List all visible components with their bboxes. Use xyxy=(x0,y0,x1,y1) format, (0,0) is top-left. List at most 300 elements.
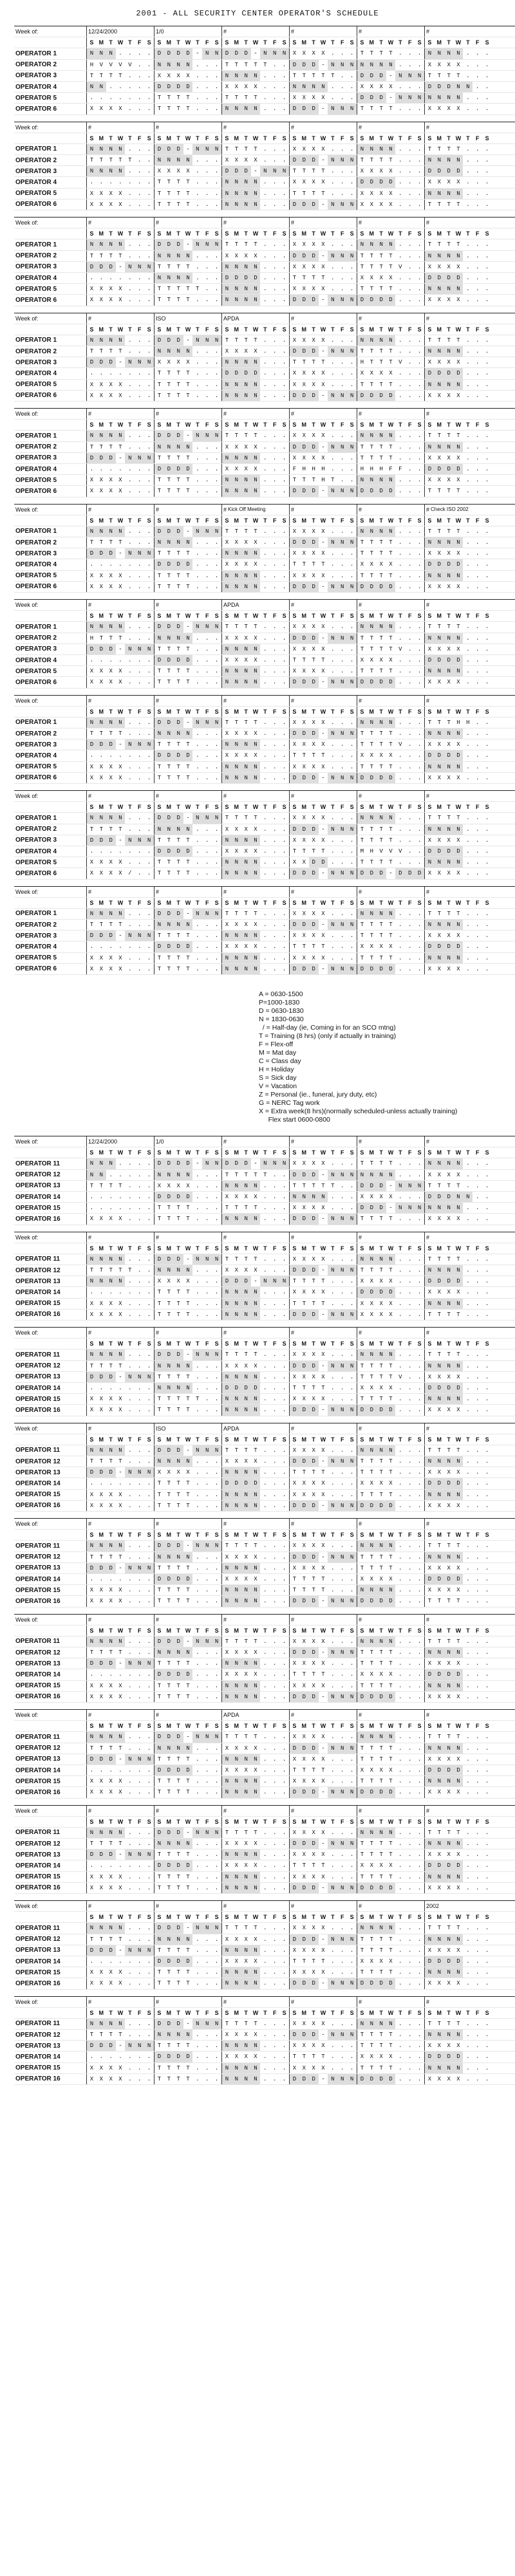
shift-cell[interactable]: D xyxy=(290,60,299,70)
shift-cell[interactable]: . xyxy=(196,1182,200,1189)
shift-cell[interactable]: N xyxy=(164,633,174,644)
shift-cell[interactable]: . xyxy=(485,679,489,686)
shift-cell[interactable]: X xyxy=(292,910,297,917)
shift-cell[interactable]: D xyxy=(164,239,174,250)
shift-cell[interactable]: T xyxy=(321,1278,325,1285)
shift-cell[interactable]: T xyxy=(370,550,373,557)
shift-cell[interactable]: . xyxy=(273,1384,277,1391)
shift-cell[interactable]: N xyxy=(357,60,367,70)
shift-cell[interactable]: . xyxy=(128,286,132,293)
shift-cell[interactable]: . xyxy=(398,50,402,57)
shift-cell[interactable]: . xyxy=(417,763,422,770)
shift-cell[interactable]: - xyxy=(321,679,325,686)
shift-cell[interactable]: X xyxy=(254,730,258,737)
shift-cell[interactable]: N xyxy=(270,166,279,176)
shift-cell[interactable]: T xyxy=(302,477,306,484)
shift-cell[interactable]: . xyxy=(282,359,286,366)
shift-cell[interactable]: X xyxy=(302,645,306,653)
shift-cell[interactable]: . xyxy=(147,286,151,293)
shift-cell[interactable]: T xyxy=(427,201,432,208)
shift-cell[interactable]: N xyxy=(212,335,221,346)
shift-cell[interactable]: . xyxy=(485,1267,489,1274)
shift-cell[interactable]: . xyxy=(282,539,286,546)
shift-cell[interactable]: . xyxy=(331,656,335,663)
shift-cell[interactable]: D xyxy=(106,548,116,559)
shift-cell[interactable]: T xyxy=(89,348,94,355)
shift-cell[interactable]: T xyxy=(99,826,103,833)
shift-cell[interactable]: N xyxy=(125,739,135,750)
shift-cell[interactable]: . xyxy=(350,263,354,270)
shift-cell[interactable]: N xyxy=(212,622,221,632)
shift-cell[interactable]: N xyxy=(106,1349,116,1360)
shift-cell[interactable]: . xyxy=(398,910,402,917)
shift-cell[interactable]: T xyxy=(128,1267,132,1274)
shift-cell[interactable]: . xyxy=(282,572,286,579)
shift-cell[interactable]: . xyxy=(128,179,132,186)
shift-cell[interactable]: . xyxy=(214,583,219,590)
shift-cell[interactable]: X xyxy=(312,719,315,726)
shift-cell[interactable]: D xyxy=(425,1192,435,1202)
shift-cell[interactable]: X xyxy=(254,943,258,950)
shift-cell[interactable]: N xyxy=(164,251,174,261)
shift-cell[interactable]: . xyxy=(196,1193,200,1200)
shift-cell[interactable]: D xyxy=(377,71,386,81)
shift-cell[interactable]: . xyxy=(263,286,267,293)
shift-cell[interactable]: . xyxy=(466,1289,470,1296)
shift-cell[interactable]: . xyxy=(214,1278,219,1285)
shift-cell[interactable]: N xyxy=(192,1349,202,1360)
shift-cell[interactable]: . xyxy=(476,348,480,355)
shift-cell[interactable]: X xyxy=(109,392,113,399)
shift-cell[interactable]: . xyxy=(408,774,412,781)
shift-cell[interactable]: D xyxy=(309,1361,319,1371)
shift-cell[interactable]: X xyxy=(302,241,306,248)
shift-cell[interactable]: . xyxy=(196,106,200,113)
shift-cell[interactable]: D xyxy=(299,582,309,592)
shift-cell[interactable]: N xyxy=(435,155,444,165)
shift-cell[interactable]: X xyxy=(292,624,297,631)
shift-cell[interactable]: . xyxy=(147,1193,151,1200)
shift-cell[interactable]: N xyxy=(106,335,116,346)
shift-cell[interactable]: N xyxy=(212,144,221,154)
shift-cell[interactable]: . xyxy=(128,106,132,113)
shift-cell[interactable]: N xyxy=(328,1456,337,1467)
shift-cell[interactable]: D xyxy=(425,1276,435,1286)
shift-cell[interactable]: . xyxy=(476,656,480,663)
shift-cell[interactable]: N xyxy=(405,1203,415,1213)
shift-cell[interactable]: . xyxy=(466,263,470,270)
shift-cell[interactable]: X xyxy=(244,1458,248,1465)
shift-cell[interactable]: N xyxy=(337,964,347,974)
shift-cell[interactable]: X xyxy=(379,168,383,175)
shift-cell[interactable]: N xyxy=(347,1456,357,1467)
shift-cell[interactable]: T xyxy=(389,550,393,557)
shift-cell[interactable]: . xyxy=(263,539,267,546)
shift-cell[interactable]: D xyxy=(183,464,193,474)
shift-cell[interactable]: T xyxy=(456,72,460,79)
shift-cell[interactable]: T xyxy=(312,190,315,197)
shift-cell[interactable]: . xyxy=(147,106,151,113)
shift-cell[interactable]: T xyxy=(186,1311,190,1318)
shift-cell[interactable]: . xyxy=(273,859,277,866)
shift-cell[interactable]: N xyxy=(454,93,464,103)
shift-cell[interactable]: N xyxy=(435,857,444,867)
shift-cell[interactable]: . xyxy=(350,954,354,961)
shift-cell[interactable]: T xyxy=(302,1469,306,1476)
shift-cell[interactable]: . xyxy=(205,370,209,377)
shift-cell[interactable]: D xyxy=(309,295,319,305)
shift-cell[interactable]: . xyxy=(282,381,286,388)
shift-cell[interactable]: . xyxy=(138,1160,142,1167)
shift-cell[interactable]: T xyxy=(254,61,258,68)
shift-cell[interactable]: . xyxy=(398,106,402,113)
shift-cell[interactable]: . xyxy=(282,241,286,248)
shift-cell[interactable]: . xyxy=(214,454,219,461)
shift-cell[interactable]: N xyxy=(270,1276,279,1286)
shift-cell[interactable]: . xyxy=(282,443,286,450)
shift-cell[interactable]: D xyxy=(87,739,97,750)
shift-cell[interactable]: . xyxy=(214,297,219,304)
shift-cell[interactable]: T xyxy=(370,859,373,866)
shift-cell[interactable]: T xyxy=(99,1267,103,1274)
shift-cell[interactable]: T xyxy=(176,1311,180,1318)
shift-cell[interactable]: . xyxy=(214,965,219,972)
shift-cell[interactable]: . xyxy=(282,465,286,472)
shift-cell[interactable]: . xyxy=(476,190,480,197)
shift-cell[interactable]: X xyxy=(437,774,441,781)
shift-cell[interactable]: X xyxy=(302,910,306,917)
shift-cell[interactable]: D xyxy=(377,868,386,878)
shift-cell[interactable]: . xyxy=(263,1396,267,1403)
shift-cell[interactable]: . xyxy=(196,1267,200,1274)
shift-cell[interactable]: . xyxy=(398,392,402,399)
shift-cell[interactable]: . xyxy=(466,837,470,844)
shift-cell[interactable]: . xyxy=(147,297,151,304)
shift-cell[interactable]: D xyxy=(435,273,444,283)
shift-cell[interactable]: X xyxy=(302,837,306,844)
shift-cell[interactable]: X xyxy=(321,528,325,535)
shift-cell[interactable]: N xyxy=(183,1265,193,1275)
shift-cell[interactable]: N xyxy=(454,48,464,59)
shift-cell[interactable]: D xyxy=(290,920,299,930)
shift-cell[interactable]: T xyxy=(118,730,122,737)
shift-cell[interactable]: X xyxy=(157,1278,162,1285)
shift-cell[interactable]: . xyxy=(466,624,470,631)
shift-cell[interactable]: N xyxy=(222,199,232,210)
shift-cell[interactable]: . xyxy=(138,826,142,833)
shift-cell[interactable]: X xyxy=(427,263,432,270)
shift-cell[interactable]: . xyxy=(398,454,402,461)
shift-cell[interactable]: X xyxy=(437,1469,441,1476)
shift-cell[interactable]: N xyxy=(135,644,144,654)
shift-cell[interactable]: N xyxy=(425,346,435,357)
shift-cell[interactable]: . xyxy=(476,870,480,877)
shift-cell[interactable]: T xyxy=(379,359,383,366)
shift-cell[interactable]: . xyxy=(147,635,151,642)
shift-cell[interactable]: . xyxy=(263,179,267,186)
shift-cell[interactable]: T xyxy=(225,337,229,344)
shift-cell[interactable]: . xyxy=(196,741,200,748)
shift-cell[interactable]: N xyxy=(435,284,444,294)
shift-cell[interactable]: N xyxy=(328,1170,337,1180)
shift-cell[interactable]: . xyxy=(417,1351,422,1358)
shift-cell[interactable]: . xyxy=(398,190,402,197)
shift-cell[interactable]: . xyxy=(263,943,267,950)
shift-cell[interactable]: . xyxy=(398,1351,402,1358)
shift-cell[interactable]: . xyxy=(205,837,209,844)
shift-cell[interactable]: X xyxy=(118,572,122,579)
shift-cell[interactable]: D xyxy=(299,60,309,70)
shift-cell[interactable]: X xyxy=(254,848,258,855)
shift-cell[interactable]: . xyxy=(196,561,200,568)
shift-cell[interactable]: X xyxy=(292,1373,297,1380)
shift-cell[interactable]: T xyxy=(370,359,373,366)
shift-cell[interactable]: T xyxy=(186,932,190,940)
shift-cell[interactable]: T xyxy=(370,106,373,113)
shift-cell[interactable]: T xyxy=(360,763,364,770)
shift-cell[interactable]: . xyxy=(350,1256,354,1263)
shift-cell[interactable]: X xyxy=(312,50,315,57)
shift-cell[interactable]: T xyxy=(109,1267,113,1274)
shift-cell[interactable]: X xyxy=(321,550,325,557)
shift-cell[interactable]: T xyxy=(456,1351,460,1358)
shift-cell[interactable]: . xyxy=(485,635,489,642)
shift-cell[interactable]: - xyxy=(321,348,325,355)
shift-cell[interactable]: . xyxy=(485,719,489,726)
shift-cell[interactable]: N xyxy=(337,251,347,261)
shift-cell[interactable]: N xyxy=(328,582,337,592)
shift-cell[interactable]: . xyxy=(398,145,402,153)
shift-cell[interactable]: N xyxy=(386,335,396,346)
shift-cell[interactable]: D xyxy=(309,346,319,357)
shift-cell[interactable]: . xyxy=(214,1480,219,1487)
shift-cell[interactable]: N xyxy=(222,773,232,783)
shift-cell[interactable]: X xyxy=(109,201,113,208)
shift-cell[interactable]: D xyxy=(154,1192,164,1202)
shift-cell[interactable]: X xyxy=(370,752,373,759)
shift-cell[interactable]: D xyxy=(444,273,454,283)
shift-cell[interactable]: D xyxy=(97,453,106,463)
shift-cell[interactable]: T xyxy=(331,1182,335,1189)
shift-cell[interactable]: N xyxy=(454,920,464,930)
shift-cell[interactable]: . xyxy=(341,241,344,248)
shift-cell[interactable]: T xyxy=(167,837,171,844)
shift-cell[interactable]: X xyxy=(312,370,315,377)
shift-cell[interactable]: T xyxy=(225,528,229,535)
shift-cell[interactable]: . xyxy=(485,83,489,90)
shift-cell[interactable]: X xyxy=(234,348,238,355)
shift-cell[interactable]: . xyxy=(485,1396,489,1403)
shift-cell[interactable]: N xyxy=(454,155,464,165)
shift-cell[interactable]: N xyxy=(125,835,135,846)
shift-cell[interactable]: D xyxy=(357,582,367,592)
shift-cell[interactable]: . xyxy=(341,1256,344,1263)
shift-cell[interactable]: D xyxy=(290,1310,299,1320)
shift-cell[interactable]: T xyxy=(109,252,113,259)
shift-cell[interactable]: . xyxy=(205,381,209,388)
shift-cell[interactable]: . xyxy=(398,539,402,546)
shift-cell[interactable]: N xyxy=(125,1372,135,1382)
shift-cell[interactable]: . xyxy=(331,454,335,461)
shift-cell[interactable]: X xyxy=(302,859,306,866)
shift-cell[interactable]: . xyxy=(128,1216,132,1223)
shift-cell[interactable]: N xyxy=(357,1349,367,1360)
shift-cell[interactable]: N xyxy=(116,239,126,250)
shift-cell[interactable]: X xyxy=(89,286,94,293)
shift-cell[interactable]: . xyxy=(466,297,470,304)
shift-cell[interactable]: N xyxy=(232,1405,241,1415)
shift-cell[interactable]: D xyxy=(386,582,396,592)
shift-cell[interactable]: D xyxy=(241,273,251,283)
shift-cell[interactable]: N xyxy=(435,48,444,59)
shift-cell[interactable]: X xyxy=(312,668,315,675)
shift-cell[interactable]: . xyxy=(138,477,142,484)
shift-cell[interactable]: X xyxy=(244,848,248,855)
shift-cell[interactable]: . xyxy=(128,297,132,304)
shift-cell[interactable]: . xyxy=(350,1289,354,1296)
shift-cell[interactable]: N xyxy=(97,1158,106,1169)
shift-cell[interactable]: . xyxy=(118,1384,122,1391)
shift-cell[interactable]: . xyxy=(273,337,277,344)
shift-cell[interactable]: N xyxy=(425,728,435,739)
shift-cell[interactable]: N xyxy=(337,537,347,548)
shift-cell[interactable]: N xyxy=(174,1383,183,1393)
shift-cell[interactable]: . xyxy=(214,1469,219,1476)
shift-cell[interactable]: . xyxy=(89,370,94,377)
shift-cell[interactable]: X xyxy=(109,381,113,388)
shift-cell[interactable]: T xyxy=(176,965,180,972)
shift-cell[interactable]: T xyxy=(244,337,248,344)
shift-cell[interactable]: . xyxy=(476,274,480,281)
shift-cell[interactable]: . xyxy=(128,370,132,377)
shift-cell[interactable]: X xyxy=(389,1311,393,1318)
shift-cell[interactable]: N xyxy=(87,1254,97,1265)
shift-cell[interactable]: D xyxy=(164,144,174,154)
shift-cell[interactable]: . xyxy=(341,1469,344,1476)
shift-cell[interactable]: D xyxy=(454,273,464,283)
shift-cell[interactable]: . xyxy=(128,1384,132,1391)
shift-cell[interactable]: T xyxy=(379,1362,383,1369)
shift-cell[interactable]: . xyxy=(476,1267,480,1274)
shift-cell[interactable]: N xyxy=(106,718,116,728)
shift-cell[interactable]: D xyxy=(154,941,164,952)
shift-cell[interactable]: T xyxy=(360,954,364,961)
shift-cell[interactable]: . xyxy=(331,1373,335,1380)
shift-cell[interactable]: . xyxy=(214,168,219,175)
shift-cell[interactable]: . xyxy=(476,61,480,68)
shift-cell[interactable]: T xyxy=(254,1447,258,1454)
shift-cell[interactable]: T xyxy=(225,1171,229,1178)
shift-cell[interactable]: T xyxy=(360,635,364,642)
shift-cell[interactable]: . xyxy=(408,624,412,631)
shift-cell[interactable]: . xyxy=(331,1278,335,1285)
shift-cell[interactable]: N xyxy=(183,273,193,283)
shift-cell[interactable]: T xyxy=(437,72,441,79)
shift-cell[interactable]: X xyxy=(89,763,94,770)
shift-cell[interactable]: . xyxy=(417,954,422,961)
shift-cell[interactable]: . xyxy=(128,145,132,153)
shift-cell[interactable]: . xyxy=(331,381,335,388)
shift-cell[interactable]: N xyxy=(232,391,241,401)
shift-cell[interactable]: . xyxy=(263,932,267,940)
shift-cell[interactable]: . xyxy=(398,1216,402,1223)
shift-cell[interactable]: X xyxy=(99,106,103,113)
shift-cell[interactable]: X xyxy=(312,550,315,557)
shift-cell[interactable]: . xyxy=(466,668,470,675)
shift-cell[interactable]: . xyxy=(476,1256,480,1263)
shift-cell[interactable]: . xyxy=(147,679,151,686)
shift-cell[interactable]: N xyxy=(97,1276,106,1286)
shift-cell[interactable]: - xyxy=(186,337,190,344)
shift-cell[interactable]: T xyxy=(360,263,364,270)
shift-cell[interactable]: . xyxy=(417,252,422,259)
shift-cell[interactable]: X xyxy=(379,1311,383,1318)
shift-cell[interactable]: . xyxy=(341,274,344,281)
shift-cell[interactable]: X xyxy=(302,179,306,186)
shift-cell[interactable]: N xyxy=(106,909,116,919)
shift-cell[interactable]: N xyxy=(174,251,183,261)
shift-cell[interactable]: N xyxy=(435,1203,444,1213)
shift-cell[interactable]: D xyxy=(290,677,299,687)
shift-cell[interactable]: N xyxy=(395,1203,405,1213)
shift-cell[interactable]: X xyxy=(312,645,315,653)
shift-cell[interactable]: . xyxy=(350,145,354,153)
shift-cell[interactable]: T xyxy=(379,1373,383,1380)
shift-cell[interactable]: N xyxy=(232,964,241,974)
shift-cell[interactable]: N xyxy=(357,144,367,154)
shift-cell[interactable]: . xyxy=(341,528,344,535)
shift-cell[interactable]: N xyxy=(454,1456,464,1467)
shift-cell[interactable]: . xyxy=(147,624,151,631)
shift-cell[interactable]: N xyxy=(222,677,232,687)
shift-cell[interactable]: N xyxy=(174,728,183,739)
shift-cell[interactable]: . xyxy=(196,61,200,68)
shift-cell[interactable]: N xyxy=(135,1372,144,1382)
shift-cell[interactable]: . xyxy=(205,263,209,270)
shift-cell[interactable]: N xyxy=(337,920,347,930)
shift-cell[interactable]: X xyxy=(370,83,373,90)
shift-cell[interactable]: . xyxy=(417,50,422,57)
shift-cell[interactable]: D xyxy=(357,1203,367,1213)
shift-cell[interactable]: . xyxy=(205,1469,209,1476)
shift-cell[interactable]: N xyxy=(251,262,261,272)
shift-cell[interactable]: D xyxy=(106,931,116,941)
shift-cell[interactable]: . xyxy=(408,730,412,737)
shift-cell[interactable]: X xyxy=(321,1256,325,1263)
shift-cell[interactable]: X xyxy=(234,465,238,472)
shift-cell[interactable]: T xyxy=(157,774,162,781)
shift-cell[interactable]: . xyxy=(147,1311,151,1318)
shift-cell[interactable]: D xyxy=(357,868,367,878)
shift-cell[interactable]: X xyxy=(89,381,94,388)
shift-cell[interactable]: X xyxy=(456,1289,460,1296)
shift-cell[interactable]: N xyxy=(154,920,164,930)
shift-cell[interactable]: N xyxy=(347,824,357,835)
shift-cell[interactable]: . xyxy=(138,95,142,102)
shift-cell[interactable]: D xyxy=(164,1349,174,1360)
shift-cell[interactable]: T xyxy=(321,1469,325,1476)
shift-cell[interactable]: X xyxy=(437,1407,441,1414)
shift-cell[interactable]: . xyxy=(282,95,286,102)
shift-cell[interactable]: D xyxy=(164,750,174,761)
shift-cell[interactable]: . xyxy=(485,1193,489,1200)
shift-cell[interactable]: T xyxy=(360,859,364,866)
shift-cell[interactable]: . xyxy=(331,1160,335,1167)
shift-cell[interactable]: . xyxy=(417,274,422,281)
shift-cell[interactable]: . xyxy=(398,1160,402,1167)
shift-cell[interactable]: . xyxy=(350,910,354,917)
shift-cell[interactable]: T xyxy=(389,106,393,113)
